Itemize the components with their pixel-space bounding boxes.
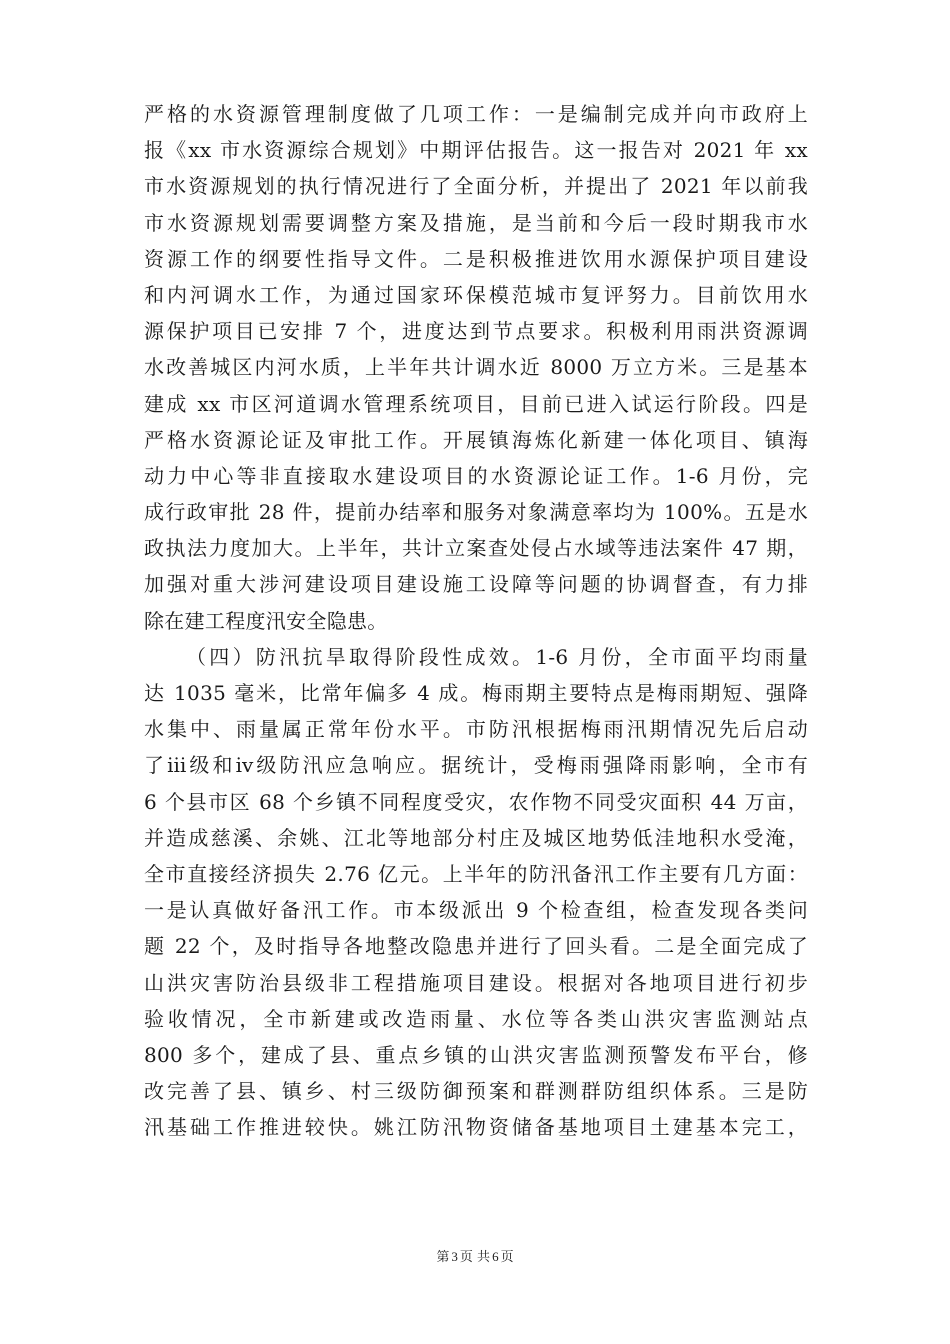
text-line: 严格的水资源管理制度做了几项工作：一是编制完成并向市政府上 — [144, 102, 808, 126]
footer-prefix: 第 — [436, 1250, 450, 1265]
text-line: 和内河调水工作，为通过国家环保模范城市复评努力。目前饮用水 — [144, 282, 808, 307]
footer-suffix: 页 — [500, 1250, 514, 1265]
text-line: （四）防汛抗旱取得阶段性成效。1-6 月份，全市面平均雨量 — [186, 644, 808, 669]
text-line: 验收情况，全市新建或改造雨量、水位等各类山洪灾害监测站点 — [144, 1006, 808, 1031]
body-text — [144, 96, 808, 1145]
text-line: 除在建工程度汛安全隐患。 — [144, 608, 388, 633]
text-line: 达 1035 毫米，比常年偏多 4 成。梅雨期主要特点是梅雨期短、强降 — [144, 681, 808, 705]
text-line: 800 多个，建成了县、重点乡镇的山洪灾害监测预警发布平台，修 — [144, 1042, 808, 1067]
text-line: 源保护项目已安排 7 个，进度达到节点要求。积极利用雨洪资源调 — [144, 319, 808, 344]
current-page-number: 3 — [451, 1249, 458, 1264]
text-line: 6 个县市区 68 个乡镇不同程度受灾，农作物不同受灾面积 44 万亩， — [144, 789, 808, 814]
text-line: 建成 xx 市区河道调水管理系统项目，目前已进入试运行阶段。四是 — [144, 391, 808, 416]
total-pages-number: 6 — [492, 1249, 499, 1264]
text-line: 山洪灾害防治县级非工程措施项目建设。根据对各地项目进行初步 — [144, 970, 808, 995]
text-line: 市水资源规划需要调整方案及措施，是当前和今后一段时期我市水 — [144, 210, 808, 235]
text-line: 题 22 个，及时指导各地整改隐患并进行了回头看。二是全面完成了 — [144, 934, 808, 959]
text-line: 政执法力度加大。上半年，共计立案查处侵占水域等违法案件 47 期， — [144, 536, 808, 561]
text-line: 严格水资源论证及审批工作。开展镇海炼化新建一体化项目、镇海 — [144, 427, 808, 452]
page-footer — [0, 1246, 950, 1265]
text-line: 报《xx 市水资源综合规划》中期评估报告。这一报告对 2021 年 xx — [144, 138, 808, 163]
text-line: 汛基础工作推进较快。姚江防汛物资储备基地项目土建基本完工， — [144, 1115, 808, 1140]
text-line: 并造成慈溪、余姚、江北等地部分村庄及城区地势低洼地积水受淹， — [144, 825, 808, 850]
text-line: 水集中、雨量属正常年份水平。市防汛根据梅雨汛期情况先后启动 — [144, 717, 808, 742]
text-line: 水改善城区内河水质，上半年共计调水近 8000 万立方米。三是基本 — [144, 355, 808, 380]
text-line: 成行政审批 28 件，提前办结率和服务对象满意率均为 100%。五是水 — [144, 500, 808, 525]
footer-middle: 页 共 — [459, 1250, 491, 1265]
text-line: 改完善了县、镇乡、村三级防御预案和群测群防组织体系。三是防 — [144, 1079, 808, 1104]
text-line: 动力中心等非直接取水建设项目的水资源论证工作。1-6 月份，完 — [144, 463, 808, 488]
text-line: 了ⅲ级和ⅳ级防汛应急响应。据统计，受梅雨强降雨影响，全市有 — [144, 753, 808, 778]
text-line: 一是认真做好备汛工作。市本级派出 9 个检查组，检查发现各类问 — [144, 898, 808, 923]
text-line: 资源工作的纲要性指导文件。二是积极推进饮用水源保护项目建设 — [144, 246, 808, 271]
text-line: 市水资源规划的执行情况进行了全面分析，并提出了 2021 年以前我 — [144, 174, 808, 199]
text-line: 加强对重大涉河建设项目建设施工设障等问题的协调督查，有力排 — [144, 572, 808, 597]
text-line: 全市直接经济损失 2.76 亿元。上半年的防汛备汛工作主要有几方面： — [144, 861, 808, 886]
